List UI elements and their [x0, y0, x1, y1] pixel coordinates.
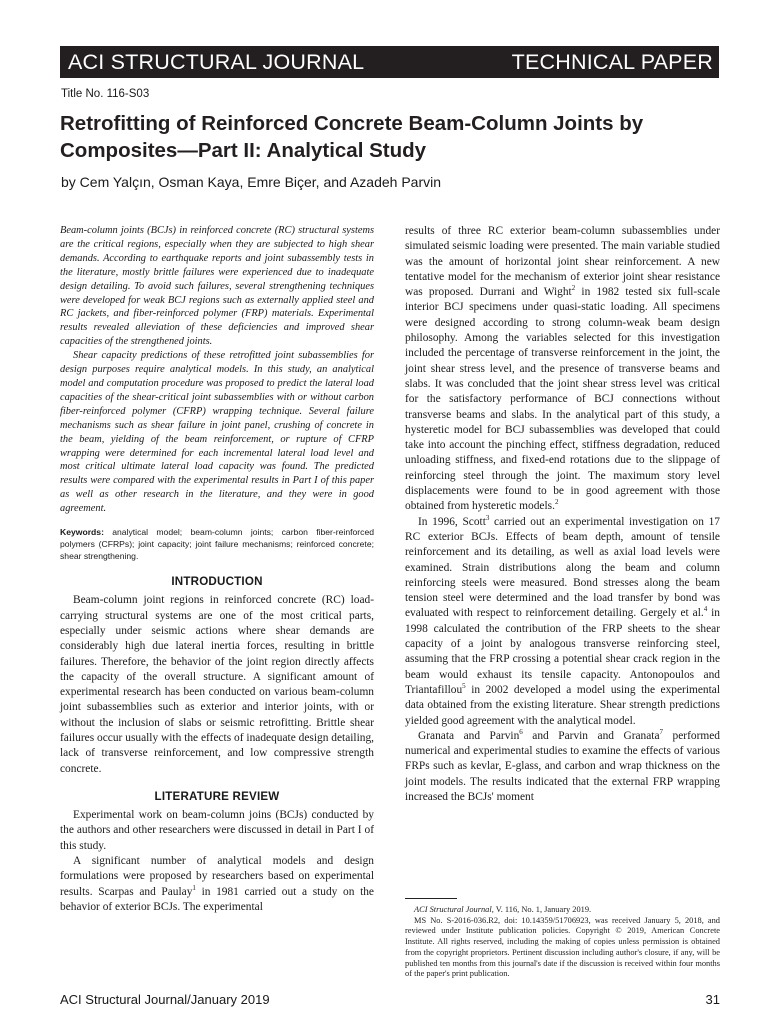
citation-ref: 7	[659, 728, 664, 736]
journal-banner	[60, 46, 719, 78]
literature-paragraph-1: Experimental work on beam-column joins (BCJs) conducted by the authors and other researchers were discussed in detail in Part I of this study.	[60, 809, 374, 852]
citation-ref: 2	[571, 284, 576, 293]
abstract	[60, 224, 374, 516]
author-list: by Cem Yalçın, Osman Kaya, Emre Biçer, and Azadeh Parvin	[61, 174, 441, 190]
title-number: Title No. 116-S03	[61, 88, 150, 100]
page-number: 31	[705, 992, 720, 1007]
literature-paragraph-3: In 1996, Scott$^3$ carried out an experimental investigation on 17 RC exterior BCJs. Effects of beam depth, amount of tensile reinforcement and its detailing, as well as axial load levels were examined. Strain distributions along the beam and column reinforcing steels were measured. Bond stresses along the beam tension steel were determined and the load transfer by bond was evaluated with respect to reinforcement detailing. Gergely et al.$^4$ in 1998 calculated the contribution of the FRP sheets to the shear capacity of a joint by analogous transverse reinforcing steel, assuming that the FRP crossing a potential shear crack region in the beam would exhaust its tensile capacity. Antonopoulos and Triantafillou$^5$ in 2002 developed a model using the experimental data obtained from the existing literature. Shear strength predictions yielded good agreement with the analytical model.	[405, 513, 720, 727]
citation-ref: 2	[554, 498, 559, 507]
paper-title: Retrofitting of Reinforced Concrete Beam-Column Joints by Composites—Part II: Analytical Study	[60, 112, 644, 162]
citation-ref: 1	[192, 883, 196, 892]
abstract-paragraph-2: Shear capacity predictions of these retrofitted joint subassemblies for design purposes require analytical models. In this study, an analytical model and computation procedure was proposed to predict the lateral load capacities of the shear-critical joint subassemblies with or without carbon fiber-reinforced polymer (CFRP) wrapping technique. Several failure mechanisms such as shear failure in joint panel, crushing of concrete in the beam, yielding of the beam reinforcement, or rupture of CFRP wrapping were determined for each incremental lateral load level and most critical ultimate lateral load capacity was found. The predicted results were compared with the experimental results in Part I of this paper as well as other research in the literature, and they were in good agreement.	[60, 350, 374, 515]
footnote-rule	[405, 898, 457, 899]
footnote-journal-line: ACI Structural Journal, V. 116, No. 1, January 2019.	[414, 905, 592, 914]
literature-paragraph-4: Granata and Parvin$^6$ and Parvin and Granata$^7$ performed numerical and experimental studies to examine the effects of various FRPs such as kevlar, E-glass, and carbon and wrap thickness on the joint models. The results indicated that the external FRP wrapping increased the BCJs' moment	[405, 728, 720, 803]
footnote	[405, 905, 720, 980]
literature-paragraph-2-cont: results of three RC exterior beam-column subassemblies under simulated seismic loading were presented. The main variable studied was the amount of horizontal joint shear reinforcement. A new tentative model for the mechanism of exterior joint shear resistance was proposed. Durrani and Wight$^2$ in 1982 tested six full-scale interior BCJ specimens under quasi-static loading. All specimens were designed according to strong column-weak beam design philosophy. Among the variables selected for this investigation included the percentage of transverse reinforcement in the joint, the joint shear stress level, and the presence of transverse beams and slabs. It was concluded that the joint shear stress level was critical for the satisfactory performance of BCJ connections without transverse beams and slabs. In the analytical part of this study, a hysteretic model for BCJ subassemblies was developed that could take into account the pinching effect, stiffness degradation, reduced unloading stiffness, and fixed-end rotations due to the slippage of reinforcing steel through the joint. The maximum story level displacements were found to be in good agreement with those obtained from hysteretic models.$^2$	[405, 225, 720, 513]
literature-heading: LITERATURE REVIEW	[154, 789, 280, 803]
introduction-heading: INTRODUCTION	[171, 575, 263, 589]
paper-type: TECHNICAL PAPER	[511, 50, 713, 74]
keywords-label: Keywords:	[60, 527, 104, 538]
literature-paragraph-2: A significant number of analytical models and design formulations were proposed by researchers based on experimental results. Scarpas and Paulay$^1$ in 1981 carried out a study on the behavior of exterior BCJs. The experimental	[60, 855, 374, 913]
introduction-paragraph: Beam-column joint regions in reinforced concrete (RC) load-carrying structural systems are one of the most critical parts, especially under seismic actions where shear demands are considerably high due lateral inertia forces, resulting in brittle failures. Therefore, the behavior of the joint region directly affects the capacity of the overall structure. A significant amount of experimental research has been conducted on various beam-column joint subassemblies such as exterior and interior joints, with or without the inclusion of slabs or seismic retrofitting. Brittle shear failures occur usually with the effects of inadequate design detailing, lack of transverse reinforcement, and low compressive strength concrete.	[60, 594, 374, 775]
abstract-paragraph-1: Beam-column joints (BCJs) in reinforced concrete (RC) structural systems are the critical regions, especially when they are subjected to high shear demands. According to earthquake reports and joint subassembly tests in the literature, mostly brittle failures were experienced due to inadequate design detailing. To avoid such failures, several strengthening techniques were developed for weak BCJ regions such as externally applied steel and RC jackets, and fiber-reinforced polymer (FRP) materials. Experimental results revealed alleviation of these deficiencies and improved shear capacities of the strengthened joints.	[60, 225, 374, 348]
citation-ref: 3	[485, 513, 490, 522]
citation-ref: 4	[703, 605, 708, 614]
footnote-text: MS No. S-2016-036.R2, doi: 10.14359/51706923, was received January 5, 2018, and reviewed under Institute publication policies. Copyright © 2019, American Concrete Institute. All rights reserved, including the making of copies unless permission is obtained from the copyright proprietors. Pertinent discussion including author's closure, if any, will be published ten months from this journal's date if the discussion is received within four months of the paper's print publication.	[405, 915, 720, 979]
citation-ref: 6	[519, 728, 523, 736]
footer-journal: ACI Structural Journal/January 2019	[60, 992, 270, 1007]
right-column	[405, 224, 720, 805]
journal-name: ACI STRUCTURAL JOURNAL	[68, 50, 365, 74]
keywords-text: analytical model; beam-column joints; carbon fiber-reinforced polymers (CFRPs); joint capacity; joint failure mechanisms; reinforced concrete; shear strengthening.	[60, 527, 374, 562]
citation-ref: 5	[462, 682, 466, 691]
keywords	[60, 526, 374, 562]
left-column	[60, 224, 374, 915]
